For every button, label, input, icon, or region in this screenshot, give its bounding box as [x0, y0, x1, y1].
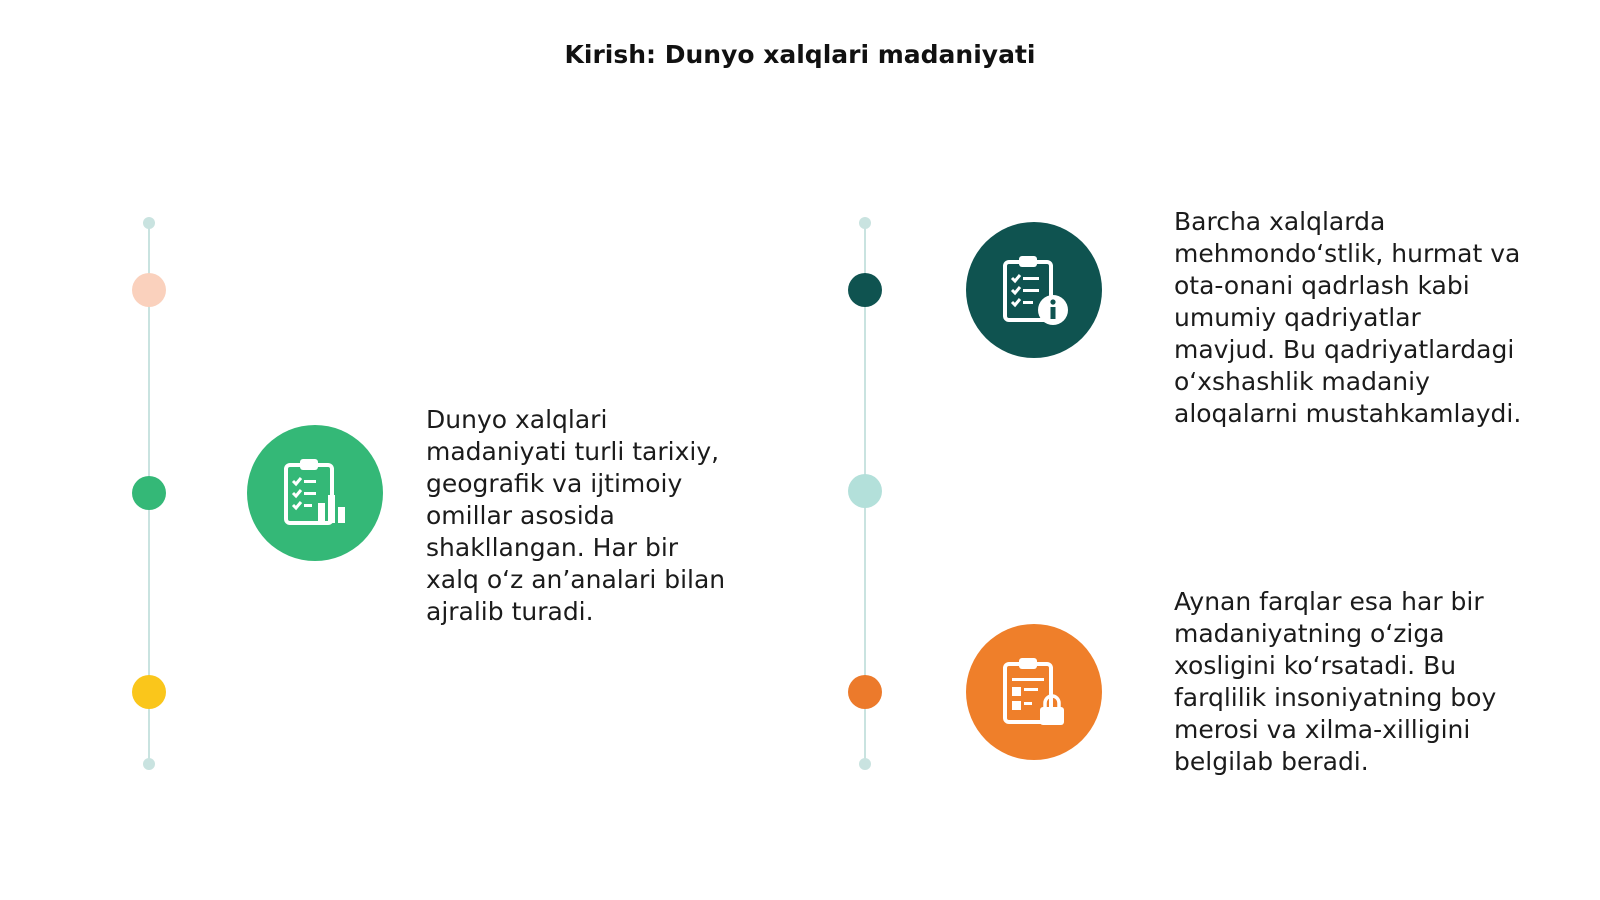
clipboard-info-icon — [999, 254, 1069, 326]
left-timeline-bottom-cap — [143, 758, 155, 770]
left-description: Dunyo xalqlari madaniyati turli tarixiy, geografik va ijtimoiy omillar asosida shakllangan. Har bir xalq o‘z an’analari bilan ajralib turadi. — [426, 405, 726, 626]
clipboard-info-circle — [966, 222, 1102, 358]
right-timeline-bottom-cap — [859, 758, 871, 770]
right-top-description: Barcha xalqlarda mehmondo‘stlik, hurmat va ota-onani qadrlash kabi umumiy qadriyatlar mavjud. Bu qadriyatlardagi o‘xshashlik madaniy aloqalarni mustahkamlaydi. — [1174, 207, 1522, 428]
left-timeline-top-cap — [143, 217, 155, 229]
right-timeline-marker-light-teal — [848, 474, 882, 508]
page-title: Kirish: Dunyo xalqlari madaniyati — [564, 40, 1036, 69]
left-timeline-marker-peach — [132, 273, 166, 307]
right-timeline-top-cap — [859, 217, 871, 229]
left-timeline-marker-green — [132, 476, 166, 510]
clipboard-lock-circle — [966, 624, 1102, 760]
right-bottom-description: Aynan farqlar esa har bir madaniyatning o‘ziga xosligini ko‘rsatadi. Bu farqlilik insoniyatning boy merosi va xilma-xilligini belgilab beradi. — [1174, 587, 1497, 776]
clipboard-chart-icon — [280, 457, 350, 529]
clipboard-chart-circle — [247, 425, 383, 561]
right-timeline-marker-orange — [848, 675, 882, 709]
clipboard-lock-icon — [999, 656, 1069, 728]
right-timeline-marker-teal — [848, 273, 882, 307]
left-timeline-marker-yellow — [132, 675, 166, 709]
